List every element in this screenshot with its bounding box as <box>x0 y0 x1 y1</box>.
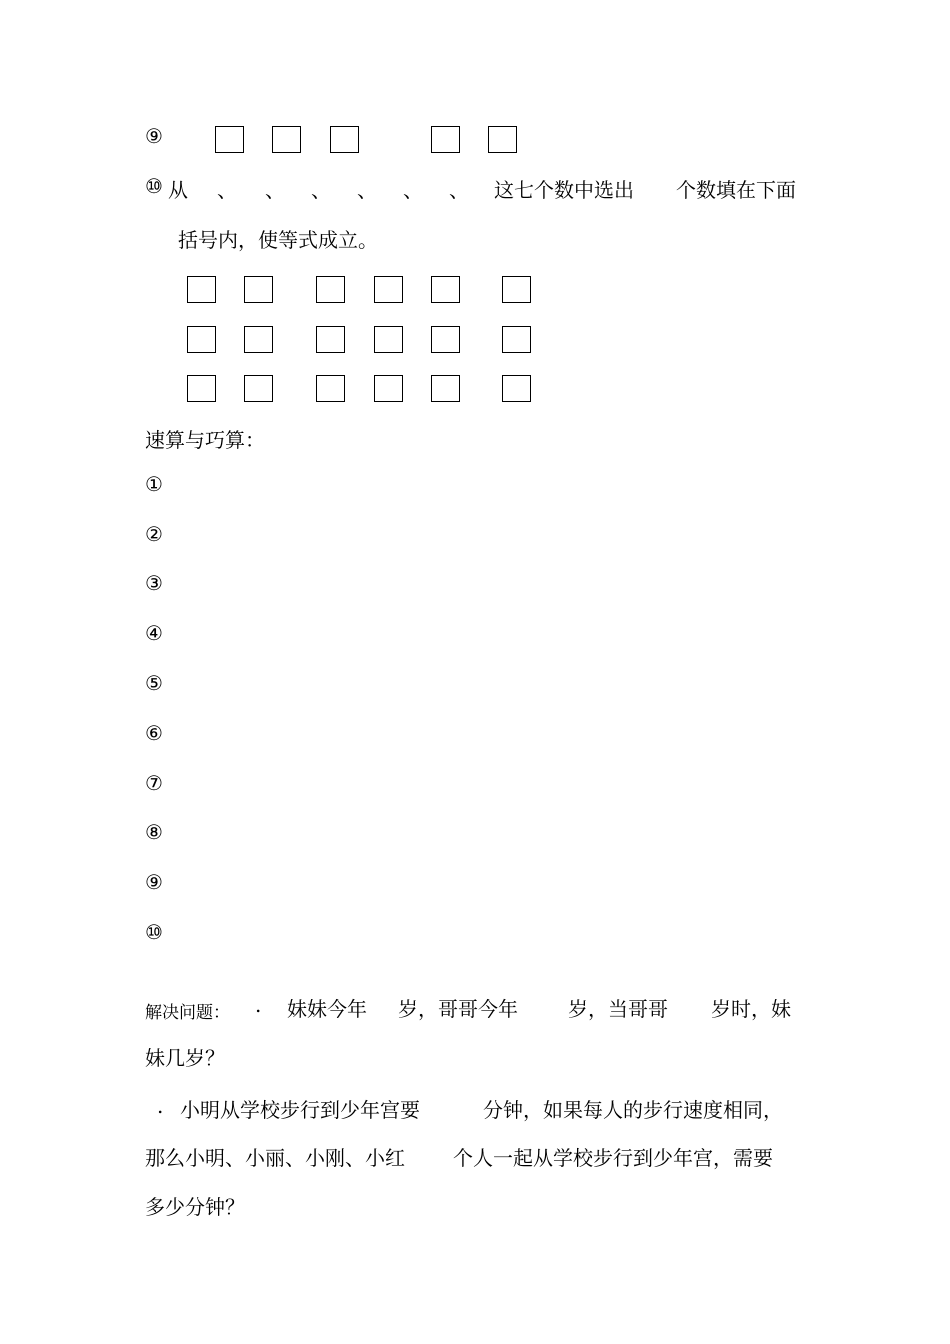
problem-2-line2: 那么小明、小丽、小刚、小红 <box>145 1146 405 1170</box>
q10-sep: 、 <box>311 178 331 202</box>
problem-1-text: 岁，哥哥今年 <box>398 997 518 1021</box>
answer-box[interactable] <box>316 276 345 303</box>
answer-box[interactable] <box>488 126 517 153</box>
answer-box[interactable] <box>316 326 345 353</box>
q10-sep: 、 <box>217 178 237 202</box>
item-marker: ⑦ <box>145 771 163 795</box>
answer-box[interactable] <box>431 375 460 402</box>
problem-2-dot: . <box>157 1094 164 1118</box>
answer-box[interactable] <box>187 326 216 353</box>
item-marker: ⑩ <box>145 920 163 944</box>
answer-box[interactable] <box>187 375 216 402</box>
answer-box[interactable] <box>316 375 345 402</box>
problem-1-line2: 妹几岁？ <box>145 1046 225 1070</box>
q10-sep: 、 <box>357 178 377 202</box>
answer-box[interactable] <box>244 375 273 402</box>
q10-line2: 括号内，使等式成立。 <box>178 228 378 252</box>
item-marker: ⑤ <box>145 671 163 695</box>
problem-2-text: 小明从学校步行到少年宫要 <box>180 1098 420 1122</box>
problem-1-text: 妹妹今年 <box>287 997 367 1021</box>
answer-box[interactable] <box>374 326 403 353</box>
q10-tail: 个数填在下面 <box>676 178 796 202</box>
answer-box[interactable] <box>374 375 403 402</box>
answer-box[interactable] <box>502 276 531 303</box>
q10-marker: ⑩ <box>145 174 163 198</box>
answer-box[interactable] <box>374 276 403 303</box>
answer-box[interactable] <box>272 126 301 153</box>
answer-box[interactable] <box>187 276 216 303</box>
answer-box[interactable] <box>431 126 460 153</box>
q10-middle: 这七个数中选出 <box>494 178 634 202</box>
answer-box[interactable] <box>431 326 460 353</box>
answer-box[interactable] <box>244 276 273 303</box>
answer-box[interactable] <box>330 126 359 153</box>
problems-label: 解决问题： <box>145 1003 230 1023</box>
item-marker: ⑧ <box>145 820 163 844</box>
item-marker: ④ <box>145 621 163 645</box>
q10-from: 从 <box>168 178 188 202</box>
item-marker: ② <box>145 522 163 546</box>
answer-box[interactable] <box>215 126 244 153</box>
problem-2-line3: 多少分钟？ <box>145 1195 245 1219</box>
item-marker: ⑥ <box>145 721 163 745</box>
section-heading: 速算与巧算： <box>145 428 265 452</box>
answer-box[interactable] <box>244 326 273 353</box>
problem-1-text: 岁，当哥哥 <box>568 997 668 1021</box>
problem-1-dot: . <box>255 993 262 1017</box>
q10-sep: 、 <box>449 178 469 202</box>
item-marker: ③ <box>145 571 163 595</box>
q10-sep: 、 <box>403 178 423 202</box>
answer-box[interactable] <box>431 276 460 303</box>
q10-sep: 、 <box>265 178 285 202</box>
answer-box[interactable] <box>502 326 531 353</box>
item-marker: ① <box>145 472 163 496</box>
problem-2-line2: 个人一起从学校步行到少年宫，需要 <box>453 1146 773 1170</box>
problem-2-text: 分钟，如果每人的步行速度相同， <box>483 1098 783 1122</box>
problem-1-text: 岁时，妹 <box>711 997 791 1021</box>
answer-box[interactable] <box>502 375 531 402</box>
item-marker: ⑨ <box>145 870 163 894</box>
q9-marker: ⑨ <box>145 124 163 148</box>
